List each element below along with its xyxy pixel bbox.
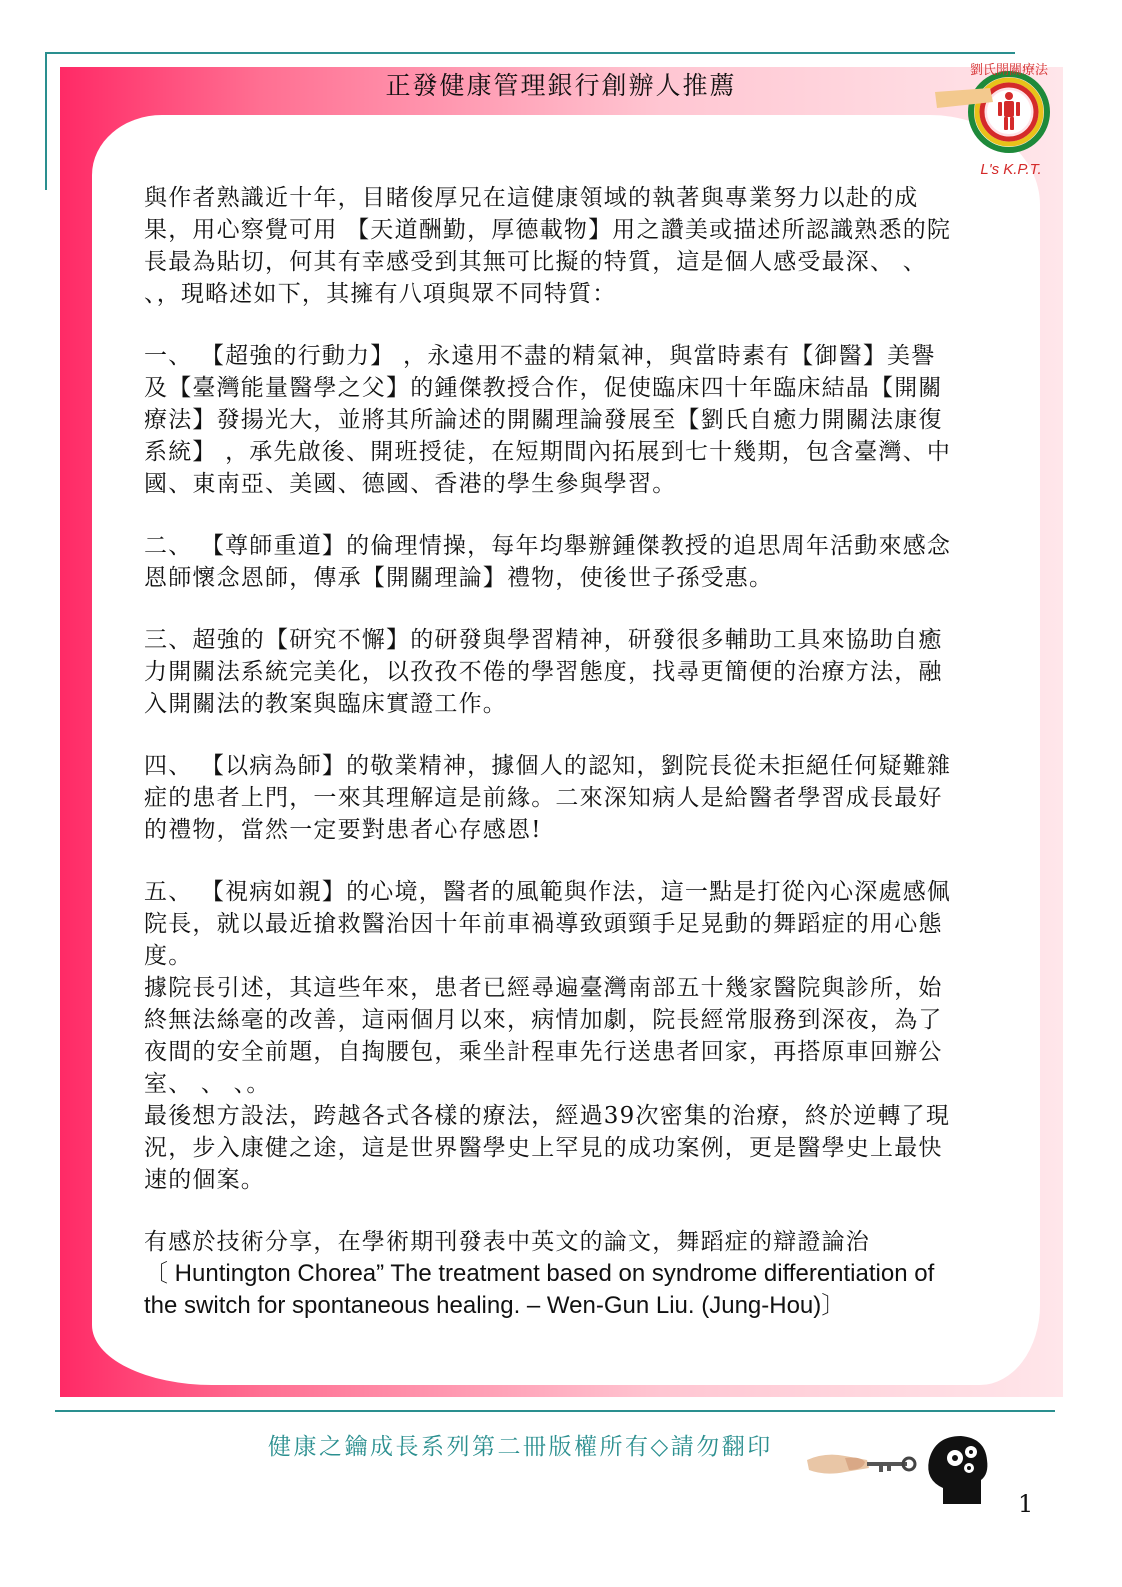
paragraph-point-1: 一、 【超強的行動力】 ，永遠用不盡的精氣神，與當時素有【御醫】美譽及【臺灣能量醫學之父】的鍾傑教授合作，促使臨床四十年臨床結晶【開關療法】發揚光大，並將其所論述的開關理論發展至【劉氏自癒力開關法康復系統】 ，承先啟後、開班授徒，在短期間內拓展到七十幾期，包含臺灣、中國、東南亞、美國、德國、香港的學生參與學習。 [144,343,952,497]
paragraph-point-4: 四、 【以病為師】的敬業精神，據個人的認知，劉院長從未拒絕任何疑難雜症的患者上門，一來其理解這是前緣。二來深知病人是給醫者學習成長最好的禮物，當然一定要對患者心存感恩! [144,753,952,843]
paragraph-publication: 有感於技術分享，在學術期刊發表中英文的論文，舞蹈症的辯證論治 [144,1229,870,1255]
paragraph-point-3: 三、超強的【研究不懈】的研發與學習精神，研發很多輔助工具來協助自癒力開關法系統完美化，以孜孜不倦的學習態度，找尋更簡便的治療方法，融入開關法的教案與臨床實證工作。 [144,627,943,717]
logo-arc-text: 劉氏開關療法 [969,63,1049,78]
kpt-logo-icon [925,50,1065,190]
paragraph-outcome: 最後想方設法，跨越各式各樣的療法，經過39次密集的治療，終於逆轉了現況，步入康健之途，這是世界醫學史上罕見的成功案例，更是醫學史上最快速的個案。 [144,1103,951,1193]
footer-rule [55,1410,1055,1412]
page-title: 正發健康管理銀行創辦人推薦 [385,71,737,100]
paragraph-point-2: 二、 【尊師重道】的倫理情操，每年均舉辦鍾傑教授的追思周年活動來感念恩師懷念恩師，傳承【開關理論】禮物，使後世子孫受惠。 [144,533,952,591]
paragraph-intro: 與作者熟識近十年，目睹俊厚兄在這健康領域的執著與專業努力以赴的成果，用心察覺可用 【天道酬勤，厚德載物】用之讚美或描述所認識熟悉的院長最為貼切，何其有幸感受到其無可比擬的特質，這是個人感受最深、 、 、，現略述如下，其擁有八項與眾不同特質： [144,185,952,307]
footer-copyright: 健康之鑰成長系列第二冊版權所有◇請勿翻印 [268,1434,773,1460]
logo-brand-text: L's K.P.T. [980,161,1042,178]
hand-key-head-icon [805,1430,995,1506]
page-number: 1 [1018,1490,1034,1518]
document-body [144,182,954,1322]
paragraph-point-5: 五、 【視病如親】的心境，醫者的風範與作法，這一點是打從內心深處感佩院長，就以最近搶救醫治因十年前車禍導致頭頸手足晃動的舞蹈症的用心態度。 [144,879,952,969]
paragraph-story: 據院長引述，其這些年來，患者已經尋遍臺灣南部五十幾家醫院與診所，始終無法絲毫的改善，這兩個月以來，病情加劇，院長經常服務到深夜，為了夜間的安全前題，自掏腰包，乘坐計程車先行送患者回家，再搭原車回辦公室、 、 、。 [144,975,943,1097]
english-citation: 〔 Huntington Chorea” The treatment based on syndrome differentiation of the switch for spontaneous healing. – Wen-Gun Liu. (Jung-Hou)〕 [144,1260,935,1319]
header-rule [45,52,1015,54]
